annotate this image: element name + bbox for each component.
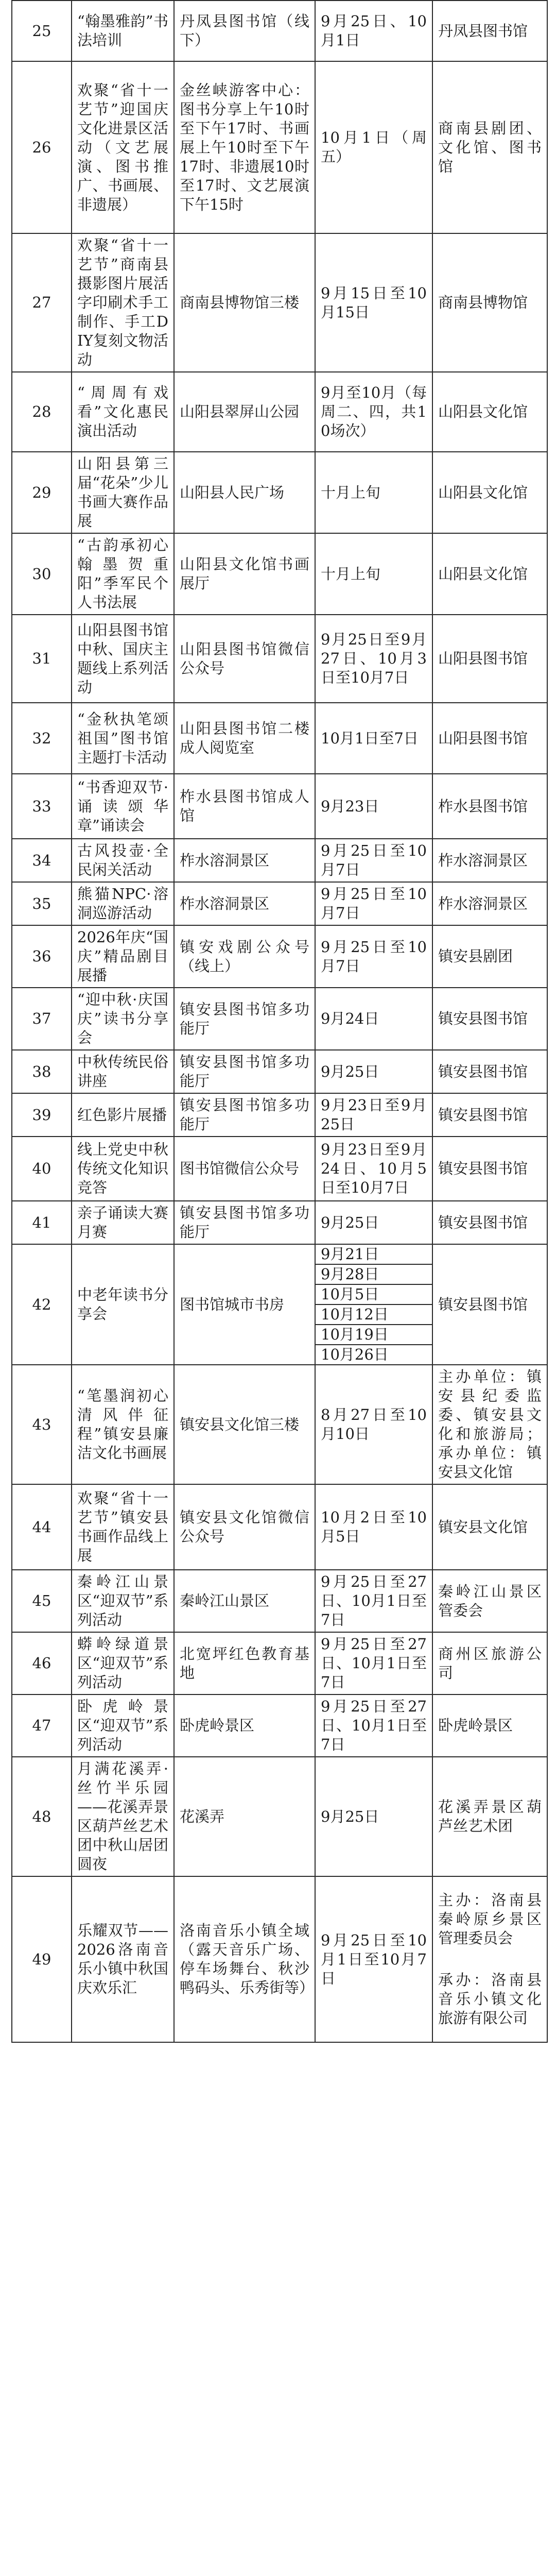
table-row — [12, 1201, 547, 1244]
activity-name: “笔墨润初心 清风伴征程”镇安县廉洁文化书画展 — [72, 1365, 174, 1484]
organizer: 山阳县文化馆 — [432, 452, 547, 533]
activity-name: “迎中秋·庆国庆”读书分享会 — [72, 988, 174, 1050]
row-number: 33 — [12, 774, 72, 839]
organizer: 山阳县文化馆 — [432, 533, 547, 615]
activity-location: 镇安戏剧公众号（线上） — [174, 925, 315, 988]
activity-name: “古韵承初心 翰墨贺重阳”季军民个人书法展 — [72, 533, 174, 615]
organizer: 山阳县文化馆 — [432, 372, 547, 452]
row-number: 41 — [12, 1201, 72, 1244]
activity-date: 9月28日 — [316, 1264, 432, 1284]
organizer-line: 主办：洛南县秦岭原乡景区管理委员会 — [438, 1891, 542, 1947]
activity-time: 9月25日至27日、10月1日至7日 — [315, 1632, 432, 1694]
organizer: 柞水溶洞景区 — [432, 882, 547, 925]
row-number: 27 — [12, 233, 72, 372]
activity-location: 镇安县图书馆多功能厅 — [174, 1050, 315, 1093]
activity-location: 镇安县文化馆三楼 — [174, 1365, 315, 1484]
organizer: 商南县博物馆 — [432, 233, 547, 372]
table-row — [12, 1632, 547, 1694]
activity-time: 十月上旬 — [315, 533, 432, 615]
activity-location: 柞水溶洞景区 — [174, 839, 315, 882]
row-number: 45 — [12, 1570, 72, 1632]
table-row — [12, 1093, 547, 1137]
organizer: 丹凤县图书馆 — [432, 1, 547, 61]
row-number: 46 — [12, 1632, 72, 1694]
table-row — [12, 882, 547, 925]
activity-time: 9月23日至9月24日、10月5日至10月7日 — [315, 1137, 432, 1201]
organizer: 商南县剧团、文化馆、图书馆 — [432, 61, 547, 233]
activity-date: 9月21日 — [321, 1245, 379, 1263]
activity-name: 乐耀双节——2026洛南音乐小镇中秋国庆欢乐汇 — [72, 1876, 174, 2042]
activity-time: 9月23日至9月25日 — [315, 1093, 432, 1137]
row-number: 26 — [12, 61, 72, 233]
table-row — [12, 533, 547, 615]
organizer: 卧虎岭景区 — [432, 1694, 547, 1757]
table-row — [12, 774, 547, 839]
activity-location: 柞水溶洞景区 — [174, 882, 315, 925]
activity-time: 9月25日至9月27日、10月3日至10月7日 — [315, 615, 432, 703]
organizer — [432, 1876, 547, 2042]
activity-name: “周周有戏看”文化惠民演出活动 — [72, 372, 174, 452]
row-number: 42 — [12, 1244, 72, 1365]
activity-location: 山阳县图书馆微信公众号 — [174, 615, 315, 703]
activity-location: 图书馆城市书房 — [174, 1244, 315, 1365]
table-row — [12, 615, 547, 703]
table-row — [12, 1757, 547, 1876]
activity-location: 图书馆微信公众号 — [174, 1137, 315, 1201]
activity-time: 十月上旬 — [315, 452, 432, 533]
activity-location: 卧虎岭景区 — [174, 1694, 315, 1757]
table-row — [12, 1244, 547, 1365]
activity-time: 9月15日至10月15日 — [315, 233, 432, 372]
row-number: 39 — [12, 1093, 72, 1137]
row-number: 28 — [12, 372, 72, 452]
row-number: 35 — [12, 882, 72, 925]
row-number: 37 — [12, 988, 72, 1050]
table-row — [12, 988, 547, 1050]
activity-location: 镇安县文化馆微信公众号 — [174, 1484, 315, 1570]
activity-time: 10月2日至10月5日 — [315, 1484, 432, 1570]
organizer: 商州区旅游公司 — [432, 1632, 547, 1694]
activity-name: 2026年庆“国庆”精品剧目展播 — [72, 925, 174, 988]
activity-date: 10月12日 — [316, 1304, 432, 1324]
activity-name: “书香迎双节·诵读颂华章”诵读会 — [72, 774, 174, 839]
activity-table — [11, 0, 548, 2043]
activity-name: 月满花溪弄·丝竹半乐园——花溪弄景区葫芦丝艺术团中秋山居团圆夜 — [72, 1757, 174, 1876]
row-number: 31 — [12, 615, 72, 703]
activity-dates — [315, 1244, 432, 1365]
activity-time: 9月至10月（每周二、四，共10场次） — [315, 372, 432, 452]
table-row — [12, 233, 547, 372]
row-number: 36 — [12, 925, 72, 988]
activity-date: 10月5日 — [316, 1284, 432, 1304]
activity-time: 9月25日至27日、10月1日至7日 — [315, 1570, 432, 1632]
activity-name: 欢聚“省十一艺节”镇安县书画作品线上展 — [72, 1484, 174, 1570]
activity-location: 丹凤县图书馆（线下） — [174, 1, 315, 61]
row-number: 38 — [12, 1050, 72, 1093]
organizer: 柞水县图书馆 — [432, 774, 547, 839]
table-row — [12, 1570, 547, 1632]
row-number: 32 — [12, 703, 72, 774]
activity-location: 金丝峡游客中心：图书分享上午10时至下午17时、书画展上午10时至下午17时、非遗展10时至17时、文艺展演下午15时 — [174, 61, 315, 233]
activity-location: 洛南音乐小镇全域（露天音乐广场、停车场舞台、秋沙鸭码头、乐秀街等） — [174, 1876, 315, 2042]
row-number: 47 — [12, 1694, 72, 1757]
table-row — [12, 1876, 547, 2042]
activity-location: 山阳县文化馆书画展厅 — [174, 533, 315, 615]
activity-name: 熊猫NPC·溶洞巡游活动 — [72, 882, 174, 925]
table-row — [12, 452, 547, 533]
activity-location: 镇安县图书馆多功能厅 — [174, 1201, 315, 1244]
activity-time: 9月25日、10月1日 — [315, 1, 432, 61]
table-row — [12, 61, 547, 233]
organizer: 镇安县剧团 — [432, 925, 547, 988]
activity-time: 10月1日至7日 — [315, 703, 432, 774]
activity-name: “翰墨雅韵”书法培训 — [72, 1, 174, 61]
activity-name: 山阳县第三届“花朵”少儿书画大赛作品展 — [72, 452, 174, 533]
table-row — [12, 1050, 547, 1093]
activity-location: 商南县博物馆三楼 — [174, 233, 315, 372]
organizer: 镇安县图书馆 — [432, 1137, 547, 1201]
table-row — [12, 1137, 547, 1201]
activity-time: 10月1日（周五） — [315, 61, 432, 233]
row-number: 48 — [12, 1757, 72, 1876]
table-row — [12, 925, 547, 988]
activity-location: 秦岭江山景区 — [174, 1570, 315, 1632]
organizer: 镇安县图书馆 — [432, 988, 547, 1050]
activity-location: 山阳县图书馆二楼成人阅览室 — [174, 703, 315, 774]
activity-location: 柞水县图书馆成人馆 — [174, 774, 315, 839]
activity-location: 北宽坪红色教育基地 — [174, 1632, 315, 1694]
activity-time: 9月24日 — [315, 988, 432, 1050]
row-number: 44 — [12, 1484, 72, 1570]
activity-name: 亲子诵读大赛月赛 — [72, 1201, 174, 1244]
row-number: 43 — [12, 1365, 72, 1484]
activity-name: 卧虎岭景区“迎双节”系列活动 — [72, 1694, 174, 1757]
table-row — [12, 1484, 547, 1570]
organizer: 镇安县图书馆 — [432, 1244, 547, 1365]
activity-time: 9月25日至10月7日 — [315, 882, 432, 925]
activity-name: 中老年读书分享会 — [72, 1244, 174, 1365]
activity-time: 9月25日至10月1日至10月7日 — [315, 1876, 432, 2042]
table-row — [12, 703, 547, 774]
organizer: 镇安县图书馆 — [432, 1093, 547, 1137]
activity-name: “金秋执笔颂祖国”图书馆主题打卡活动 — [72, 703, 174, 774]
organizer: 秦岭江山景区管委会 — [432, 1570, 547, 1632]
table-row — [12, 372, 547, 452]
activity-time: 9月25日至27日、10月1日至7日 — [315, 1694, 432, 1757]
organizer: 花溪弄景区葫芦丝艺术团 — [432, 1757, 547, 1876]
organizer: 镇安县文化馆 — [432, 1484, 547, 1570]
row-number: 30 — [12, 533, 72, 615]
row-number: 49 — [12, 1876, 72, 2042]
activity-time: 9月25日 — [315, 1757, 432, 1876]
row-number: 29 — [12, 452, 72, 533]
table-row — [12, 1365, 547, 1484]
activity-name: 欢聚“省十一艺节”商南县摄影图片展活字印刷术手工制作、手工DIY复刻文物活动 — [72, 233, 174, 372]
activity-date: 10月19日 — [316, 1324, 432, 1344]
activity-name: 红色影片展播 — [72, 1093, 174, 1137]
activity-name: 欢聚“省十一艺节”迎国庆文化进景区活动（文艺展演、图书推广、书画展、非遗展） — [72, 61, 174, 233]
activity-name: 古风投壶·全民闲关活动 — [72, 839, 174, 882]
activity-name: 蟒岭绿道景区“迎双节”系列活动 — [72, 1632, 174, 1694]
activity-time: 9月25日 — [315, 1050, 432, 1093]
activity-location: 花溪弄 — [174, 1757, 315, 1876]
table-row — [12, 839, 547, 882]
activity-date: 10月26日 — [316, 1344, 432, 1364]
activity-location: 镇安县图书馆多功能厅 — [174, 1093, 315, 1137]
activity-time: 8月27日至10月10日 — [315, 1365, 432, 1484]
activity-name: 线上党史中秋传统文化知识竞答 — [72, 1137, 174, 1201]
activity-location: 镇安县图书馆多功能厅 — [174, 988, 315, 1050]
activity-time: 9月25日 — [315, 1201, 432, 1244]
activity-table-body — [12, 1, 547, 2042]
activity-name: 秦岭江山景区“迎双节”系列活动 — [72, 1570, 174, 1632]
table-row — [12, 1694, 547, 1757]
activity-time: 9月23日 — [315, 774, 432, 839]
table-row — [12, 1, 547, 61]
row-number: 40 — [12, 1137, 72, 1201]
activity-name: 中秋传统民俗讲座 — [72, 1050, 174, 1093]
organizer: 镇安县图书馆 — [432, 1050, 547, 1093]
organizer: 山阳县图书馆 — [432, 703, 547, 774]
row-number: 25 — [12, 1, 72, 61]
organizer-line: 承办：洛南县音乐小镇文化旅游有限公司 — [438, 1971, 542, 2027]
organizer: 主办单位：镇安县纪委监委、镇安县文化和旅游局；承办单位：镇安县文化馆 — [432, 1365, 547, 1484]
organizer: 柞水溶洞景区 — [432, 839, 547, 882]
organizer: 山阳县图书馆 — [432, 615, 547, 703]
activity-location: 山阳县翠屏山公园 — [174, 372, 315, 452]
row-number: 34 — [12, 839, 72, 882]
activity-time: 9月25日至10月7日 — [315, 925, 432, 988]
activity-name: 山阳县图书馆中秋、国庆主题线上系列活动 — [72, 615, 174, 703]
activity-time: 9月25日至10月7日 — [315, 839, 432, 882]
activity-location: 山阳县人民广场 — [174, 452, 315, 533]
organizer: 镇安县图书馆 — [432, 1201, 547, 1244]
